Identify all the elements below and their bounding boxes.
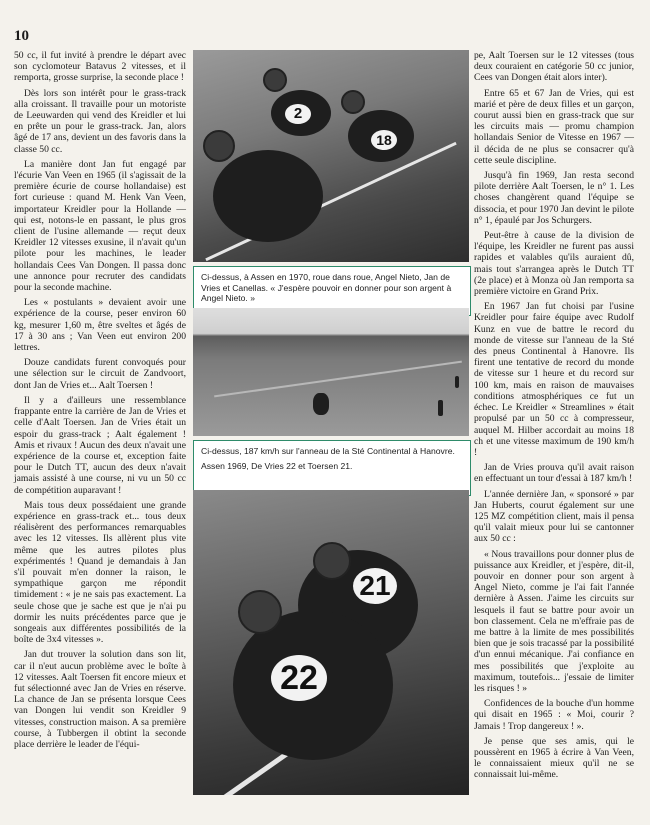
paragraph: Peut-être à cause de la division de l'équipe, les Kreidler ne furent pas aussi rapides et valables qu'ils auraient dû, mais tout s'arrangea après le Dutch TT (2e place) et à Monza où Jan remporta sa première victoire en Grand Prix. — [474, 230, 634, 298]
paragraph: Il y a d'ailleurs une ressemblance frappante entre la carrière de Jan de Vries et celle d'Aalt Toersen. Jan de Vries était un espoir du grass-track ; Aalt également ! Amis et rivaux ! Aucun des deux n'avait une expérience de la course et, exception faite pour le Dutch TT, aucun des deux n'avait jamais assisté à une course, ni vu un 50 cc de compétition auparavant ! — [14, 394, 186, 496]
paragraph: L'année dernière Jan, « sponsoré » par Jan Huberts, courut également sur une 125 MZ compétition client, mais il pensa qu'il valait mieux pour lui se cantonner aux 50 cc : — [474, 488, 634, 545]
right-text-column — [474, 50, 634, 785]
paragraph: Je pense que ses amis, qui le poussèrent en 1965 à écrire à Van Veen, le connaissaient mieux qu'il ne se connaissait lui-même. — [474, 735, 634, 781]
number-plate: 2 — [285, 104, 311, 124]
paragraph: Jusqu'à fin 1969, Jan resta second pilote derrière Aalt Toersen, le n° 1. Les choses changèrent quand l'équipe se dissocia, et pour 1970 Jan devint le pilote n° 1, épaulé par Jos Schurgers. — [474, 170, 634, 226]
rider-silhouette — [213, 150, 323, 242]
paragraph: Dès lors son intérêt pour le grass-track alla croissant. Il travaille pour un motoriste de Leeuwarden qui vend des Kreidler et lui en prête un pour le grass-track. Jan, alors âgé de 17 ans, devient un des favoris dans la classe 50 cc. — [14, 87, 186, 155]
photo-hanovre-track — [193, 308, 469, 436]
helmet — [263, 68, 287, 92]
number-plate: 21 — [353, 568, 397, 604]
track-marking — [214, 361, 462, 398]
photo-assen-1970 — [193, 50, 469, 262]
caption-line: Assen 1969, De Vries 22 et Toersen 21. — [201, 460, 353, 471]
helmet — [313, 542, 351, 580]
streamliner-silhouette — [313, 393, 329, 415]
page-number: 10 — [14, 28, 29, 44]
photo-caption-top: Ci-dessus, à Assen en 1970, roue dans roue, Angel Nieto, Jan de Vries et Canellas. « J'espère pouvoir en donner pour son argent à Angel Nieto. » — [193, 266, 471, 316]
number-plate: 18 — [371, 130, 397, 150]
paragraph: pe, Aalt Toersen sur le 12 vitesses (tous deux couraient en catégorie 50 cc junior, Cees van Dongen était alors inter). — [474, 50, 634, 84]
number-plate: 22 — [271, 655, 327, 701]
paragraph: La manière dont Jan fut engagé par l'écurie Van Veen en 1965 (il s'agissait de la première écurie de course hollandaise) est fort curieuse : quand M. Henk Van Veen, importateur Kreidler pour la Hollande — qui est, notons-le en passant, le plus gros client de l'usine allemande — reçut deux Kreidler 12 vitesses exusine, il n'avait qu'un pilote pour les machines, le leader hollandais Cees Van Dongen. Il passa donc une annonce pour recruter des candidats pour la seconde machine. — [14, 158, 186, 294]
photo-assen-1969 — [193, 490, 469, 795]
paragraph: Jan de Vries prouva qu'il avait raison en effectuant un tour d'essai à 187 km/h ! — [474, 462, 634, 485]
helmet — [238, 590, 282, 634]
paragraph: « Nous travaillons pour donner plus de puissance aux Kreidler, et j'espère, dit-il, pouvoir en donner pour son argent à Angel Nieto, comme je l'ai fait l'année dernière à Assen. J'aime les circuits sur lesquels il faut se battre pour avoir un bon classement. Cela ne m'effraie pas de me battre à la limite de mes possibilités bien que je sois tracassé par la possibilité d'un ennui mécanique. J'ai confiance en mes possibilités que j'exploite au maximum, toutefois... j'essaie de limiter les risques ! » — [474, 548, 634, 694]
caption-line: Ci-dessus, 187 km/h sur l'anneau de la Sté Continental à Hanovre. — [201, 446, 455, 456]
paragraph: Confidences de la bouche d'un homme qui disait en 1965 : « Moi, courir ? Jamais ! Trop dangereux ! ». — [474, 698, 634, 732]
helmet — [341, 90, 365, 114]
paragraph: Entre 65 et 67 Jan de Vries, qui est marié et père de deux filles et un garçon, courut aussi bien en grass-track que sur les circuits mais — promu champion hollandais Senior de Vitesse en 1967 — il décida de ne plus se consacrer qu'à cette seule discipline. — [474, 87, 634, 166]
paragraph: Jan dut trouver la solution dans son lit, car il n'eut aucun problème avec le boîte à 12 vitesses. Aalt Toersen fit encore mieux et fut sélectionné avec Jan de Vries en réserve. La chance de Jan se présenta lorsque Cees van Dongen lui vendit son Kreidler 9 vitesses, construction maison. A sa première course, à Tubbergen il obtint la seconde place derrière le leader de l'équi- — [14, 649, 186, 750]
left-text-column — [14, 50, 186, 754]
paragraph: 50 cc, il fut invité à prendre le départ avec son cyclomoteur Batavus 2 vitesses, et il remporta, grosse surprise, la seconde place ! — [14, 50, 186, 84]
photo-caption-mid — [193, 440, 471, 496]
helmet — [203, 130, 235, 162]
paragraph: Douze candidats furent convoqués pour une sélection sur le circuit de Zandvoort, dont Jan de Vries et... Aalt Toersen ! — [14, 357, 186, 391]
person-silhouette — [455, 376, 459, 388]
paragraph: En 1967 Jan fut choisi par l'usine Kreidler pour faire équipe avec Rudolf Kunz en vue de battre le record du monde de vitesse sur l'anneau de la Sté des pneus Continental à Hanovre. Ils firent une tentative de record du monde de vitesse sur 1 heure et du record sur 100 km, mais en raison de mauvaises conditions atmosphériques ce fut un échec. Le Kreidler « Streamlines » était propulsé par un 50 cc à compresseur, auquel M. Hilber accordait au moins 18 ch et une vitesse maximum de 190 km/h ! — [474, 301, 634, 458]
paragraph: Les « postulants » devaient avoir une expérience de la course, peser environ 60 kg, mesurer 1,60 m, être sveltes et âgés de 17 à 30 ans ; Van Veen eut environ 200 lettres. — [14, 297, 186, 354]
person-silhouette — [438, 400, 443, 416]
paragraph: Mais tous deux possédaient une grande expérience en grass-track et... tous deux réalisèrent des performances remarquables avec les 12 vitesses. Ils allèrent plus vite même que les autres pilotes plus expérimentés ! Quand je demandais à Jan s'il pouvait m'en donner la raison, le sympathique garçon me répondit timidement : « je ne sais pas exactement. La seule chose que je sache est que je n'ai pu dormir les nuits précédentes parce que je songeais aux différentes possibilités de la boîte de 3x4 vitesses ». — [14, 499, 186, 646]
